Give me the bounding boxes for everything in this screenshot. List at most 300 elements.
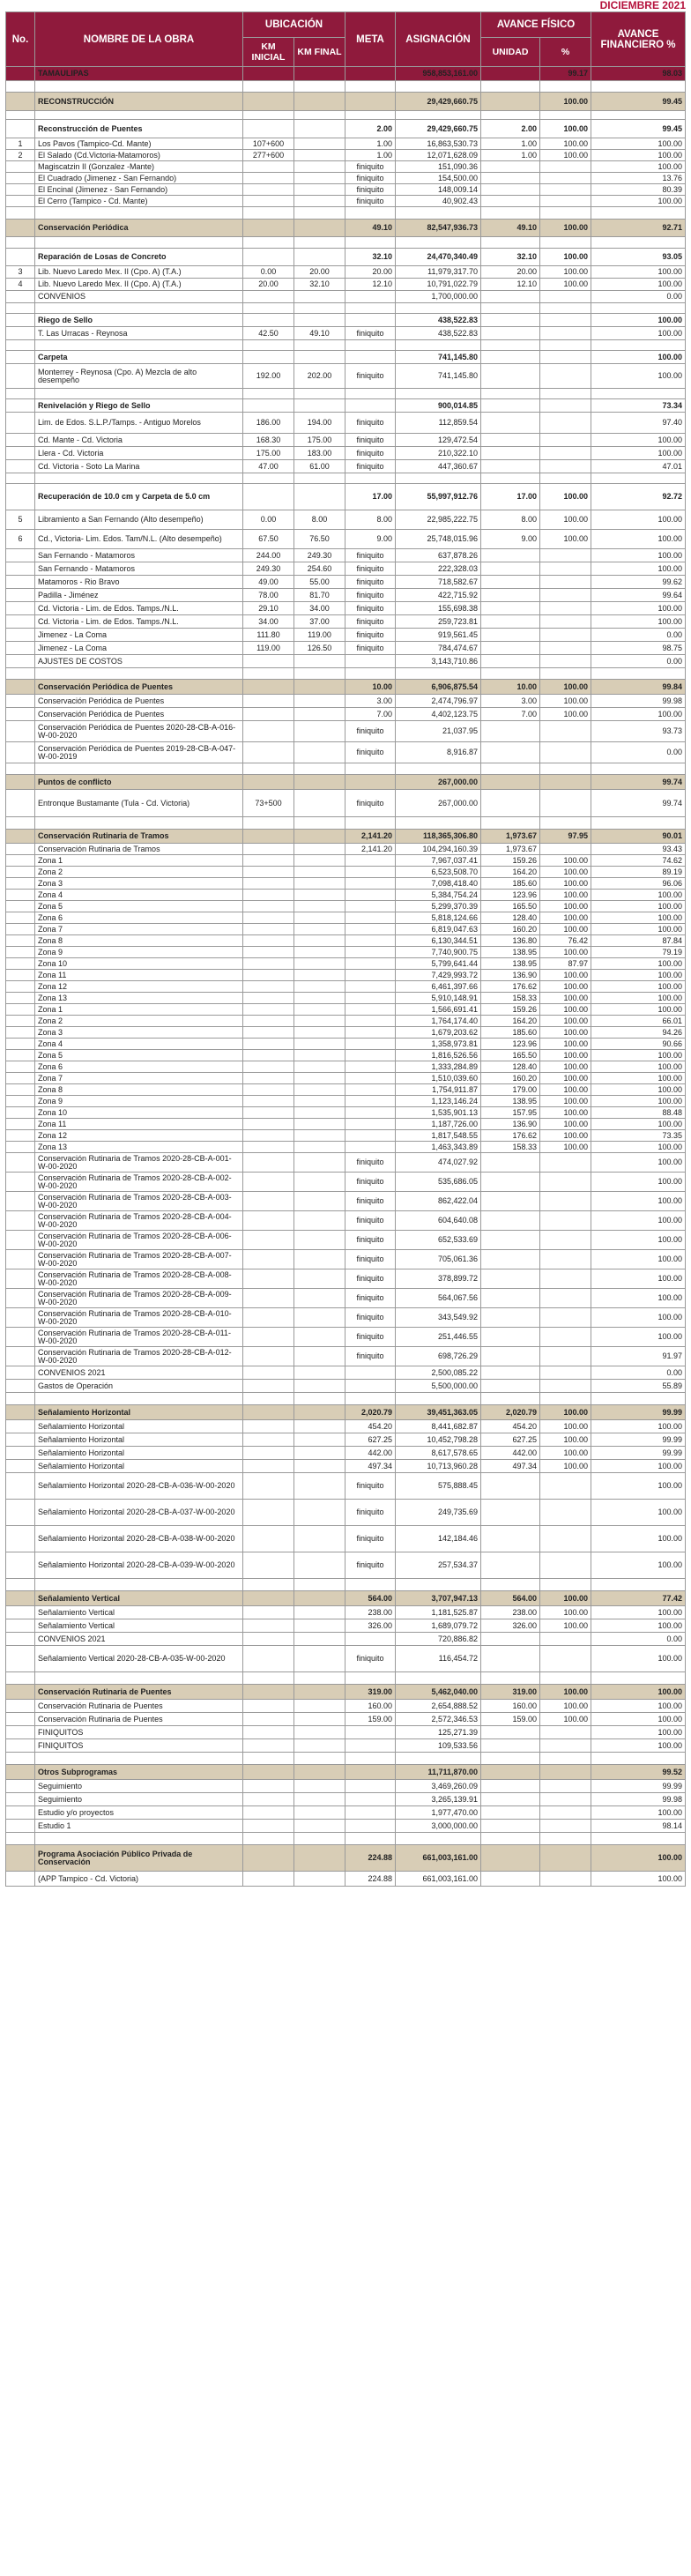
cell-pct bbox=[540, 576, 591, 589]
cell-km-final bbox=[294, 1366, 346, 1380]
cell-meta bbox=[346, 1107, 396, 1119]
cell-nombre: Zona 3 bbox=[35, 1027, 243, 1039]
cell-unidad bbox=[481, 1347, 540, 1366]
table-row bbox=[6, 1039, 686, 1050]
cell-km-final bbox=[294, 867, 346, 878]
col-km-inicial: KM INICIAL bbox=[243, 38, 294, 67]
cell-asignacion: 3,143,710.86 bbox=[396, 655, 481, 668]
cell-km-inicial bbox=[243, 1107, 294, 1119]
cell-pct bbox=[540, 1753, 591, 1765]
cell-nombre: Conservación Rutinaria de Puentes bbox=[35, 1685, 243, 1700]
cell-avance-financiero: 96.06 bbox=[591, 878, 686, 890]
table-row bbox=[6, 1633, 686, 1646]
cell-no bbox=[6, 1700, 35, 1713]
table-row bbox=[6, 291, 686, 303]
cell-unidad bbox=[481, 303, 540, 314]
cell-nombre: Señalamiento Horizontal 2020-28-CB-A-036-W-00-2020 bbox=[35, 1473, 243, 1500]
cell-km-final bbox=[294, 1231, 346, 1250]
cell-km-final bbox=[294, 668, 346, 680]
cell-asignacion: 2,500,085.22 bbox=[396, 1366, 481, 1380]
cell-km-inicial bbox=[243, 1700, 294, 1713]
cell-km-inicial: 249.30 bbox=[243, 562, 294, 576]
cell-unidad bbox=[481, 1833, 540, 1845]
cell-km-final bbox=[294, 1107, 346, 1119]
cell-km-final bbox=[294, 184, 346, 196]
cell-avance-financiero: 100.00 bbox=[591, 1713, 686, 1726]
spacer-row bbox=[6, 340, 686, 351]
table-row bbox=[6, 1806, 686, 1820]
cell-no bbox=[6, 615, 35, 629]
cell-unidad: 1.00 bbox=[481, 150, 540, 161]
cell-unidad bbox=[481, 196, 540, 207]
cell-km-final bbox=[294, 1806, 346, 1820]
cell-no bbox=[6, 708, 35, 721]
cell-avance-financiero: 100.00 bbox=[591, 1552, 686, 1579]
cell-no bbox=[6, 867, 35, 878]
cell-km-final bbox=[294, 1672, 346, 1685]
cell-pct bbox=[540, 1646, 591, 1672]
cell-meta: 564.00 bbox=[346, 1591, 396, 1606]
cell-pct bbox=[540, 111, 591, 120]
cell-nombre: Cd., Victoria- Lim. Edos. Tam/N.L. (Alto desempeño) bbox=[35, 530, 243, 549]
cell-km-final bbox=[294, 680, 346, 695]
cell-asignacion: 698,726.29 bbox=[396, 1347, 481, 1366]
cell-meta: 17.00 bbox=[346, 484, 396, 510]
cell-unidad bbox=[481, 655, 540, 668]
cell-pct: 100.00 bbox=[540, 1073, 591, 1084]
cell-pct: 100.00 bbox=[540, 878, 591, 890]
cell-km-inicial bbox=[243, 763, 294, 775]
cell-asignacion: 5,818,124.66 bbox=[396, 912, 481, 924]
cell-no bbox=[6, 790, 35, 817]
cell-avance-financiero: 100.00 bbox=[591, 1308, 686, 1328]
cell-no bbox=[6, 1619, 35, 1633]
cell-asignacion bbox=[396, 763, 481, 775]
cell-nombre: Zona 11 bbox=[35, 1119, 243, 1130]
cell-meta: 12.10 bbox=[346, 279, 396, 291]
cell-pct bbox=[540, 340, 591, 351]
cell-km-final bbox=[294, 1780, 346, 1793]
cell-unidad: 319.00 bbox=[481, 1685, 540, 1700]
cell-meta bbox=[346, 81, 396, 93]
cell-pct bbox=[540, 1780, 591, 1793]
cell-no bbox=[6, 1845, 35, 1872]
cell-unidad: 138.95 bbox=[481, 958, 540, 970]
cell-unidad bbox=[481, 1211, 540, 1231]
cell-avance-financiero bbox=[591, 303, 686, 314]
cell-pct: 100.00 bbox=[540, 1061, 591, 1073]
cell-unidad: 442.00 bbox=[481, 1447, 540, 1460]
table-row bbox=[6, 1016, 686, 1027]
cell-km-final bbox=[294, 1289, 346, 1308]
cell-no bbox=[6, 389, 35, 399]
cell-nombre: Señalamiento Horizontal 2020-28-CB-A-037-W-00-2020 bbox=[35, 1500, 243, 1526]
cell-nombre: Zona 6 bbox=[35, 912, 243, 924]
cell-nombre: Zona 13 bbox=[35, 993, 243, 1004]
cell-asignacion: 378,899.72 bbox=[396, 1269, 481, 1289]
cell-nombre: Reparación de Losas de Concreto bbox=[35, 249, 243, 266]
cell-asignacion: 1,358,973.81 bbox=[396, 1039, 481, 1050]
cell-pct: 100.00 bbox=[540, 1119, 591, 1130]
spacer-row bbox=[6, 207, 686, 220]
cell-meta: finiquito bbox=[346, 434, 396, 447]
cell-nombre: Los Pavos (Tampico-Cd. Mante) bbox=[35, 138, 243, 150]
cell-meta bbox=[346, 958, 396, 970]
cell-asignacion: 3,000,000.00 bbox=[396, 1820, 481, 1833]
cell-pct: 100.00 bbox=[540, 138, 591, 150]
cell-nombre: Cd. Victoria - Lim. de Edos. Tamps./N.L. bbox=[35, 615, 243, 629]
table-row bbox=[6, 138, 686, 150]
cell-km-inicial bbox=[243, 1173, 294, 1192]
cell-avance-financiero: 55.89 bbox=[591, 1380, 686, 1393]
cell-nombre: Zona 1 bbox=[35, 855, 243, 867]
cell-no bbox=[6, 67, 35, 81]
cell-km-final bbox=[294, 655, 346, 668]
cell-meta: finiquito bbox=[346, 1646, 396, 1672]
cell-unidad bbox=[481, 327, 540, 340]
cell-meta: 497.34 bbox=[346, 1460, 396, 1473]
cell-avance-financiero: 73.34 bbox=[591, 399, 686, 413]
cell-unidad: 157.95 bbox=[481, 1107, 540, 1119]
cell-unidad bbox=[481, 576, 540, 589]
cell-km-final: 254.60 bbox=[294, 562, 346, 576]
cell-unidad bbox=[481, 1753, 540, 1765]
cell-avance-financiero bbox=[591, 111, 686, 120]
cell-asignacion bbox=[396, 1833, 481, 1845]
cell-nombre bbox=[35, 1753, 243, 1765]
cell-unidad: 158.33 bbox=[481, 1142, 540, 1153]
cell-meta bbox=[346, 935, 396, 947]
cell-nombre: Zona 2 bbox=[35, 1016, 243, 1027]
cell-no bbox=[6, 1250, 35, 1269]
cell-pct: 100.00 bbox=[540, 1004, 591, 1016]
cell-avance-financiero: 100.00 bbox=[591, 1726, 686, 1739]
cell-km-inicial bbox=[243, 1765, 294, 1780]
cell-avance-financiero: 100.00 bbox=[591, 1211, 686, 1231]
cell-unidad: 165.50 bbox=[481, 1050, 540, 1061]
cell-km-inicial: 0.00 bbox=[243, 510, 294, 530]
cell-asignacion: 422,715.92 bbox=[396, 589, 481, 602]
cell-unidad bbox=[481, 1726, 540, 1739]
cell-meta: finiquito bbox=[346, 562, 396, 576]
cell-no bbox=[6, 629, 35, 642]
cell-nombre: Recuperación de 10.0 cm y Carpeta de 5.0 cm bbox=[35, 484, 243, 510]
cell-nombre bbox=[35, 817, 243, 830]
cell-km-inicial bbox=[243, 1433, 294, 1447]
cell-pct bbox=[540, 81, 591, 93]
section-row bbox=[6, 1591, 686, 1606]
cell-asignacion: 564,067.56 bbox=[396, 1289, 481, 1308]
cell-km-final bbox=[294, 1061, 346, 1073]
cell-nombre: Matamoros - Rio Bravo bbox=[35, 576, 243, 589]
cell-unidad bbox=[481, 1308, 540, 1328]
cell-asignacion: 604,640.08 bbox=[396, 1211, 481, 1231]
cell-km-inicial bbox=[243, 1142, 294, 1153]
cell-km-final bbox=[294, 1153, 346, 1173]
cell-asignacion: 3,265,139.91 bbox=[396, 1793, 481, 1806]
cell-km-final bbox=[294, 890, 346, 901]
cell-pct: 100.00 bbox=[540, 1096, 591, 1107]
cell-nombre bbox=[35, 237, 243, 249]
cell-avance-financiero: 100.00 bbox=[591, 530, 686, 549]
cell-no bbox=[6, 1646, 35, 1672]
cell-pct: 100.00 bbox=[540, 1700, 591, 1713]
table-row bbox=[6, 150, 686, 161]
table-row bbox=[6, 530, 686, 549]
cell-avance-financiero bbox=[591, 763, 686, 775]
cell-no bbox=[6, 1308, 35, 1328]
cell-meta: finiquito bbox=[346, 1552, 396, 1579]
cell-unidad bbox=[481, 615, 540, 629]
cell-avance-financiero: 100.00 bbox=[591, 549, 686, 562]
table-row bbox=[6, 1793, 686, 1806]
cell-avance-financiero bbox=[591, 1579, 686, 1591]
cell-km-inicial bbox=[243, 1027, 294, 1039]
cell-km-final bbox=[294, 830, 346, 844]
cell-nombre: Cd. Mante - Cd. Victoria bbox=[35, 434, 243, 447]
cell-nombre: Estudio y/o proyectos bbox=[35, 1806, 243, 1820]
cell-pct bbox=[540, 303, 591, 314]
cell-meta bbox=[346, 817, 396, 830]
cell-no bbox=[6, 1500, 35, 1526]
cell-no bbox=[6, 173, 35, 184]
spacer-row bbox=[6, 1753, 686, 1765]
cell-asignacion: 11,711,870.00 bbox=[396, 1765, 481, 1780]
cell-km-inicial bbox=[243, 314, 294, 327]
cell-avance-financiero: 100.00 bbox=[591, 924, 686, 935]
cell-pct bbox=[540, 1473, 591, 1500]
cell-km-inicial bbox=[243, 473, 294, 484]
cell-avance-financiero: 100.00 bbox=[591, 981, 686, 993]
cell-nombre: Conservación Rutinaria de Tramos 2020-28-CB-A-006-W-00-2020 bbox=[35, 1231, 243, 1250]
cell-km-inicial bbox=[243, 1713, 294, 1726]
cell-km-final bbox=[294, 993, 346, 1004]
cell-pct: 100.00 bbox=[540, 220, 591, 237]
cell-unidad bbox=[481, 473, 540, 484]
cell-avance-financiero: 100.00 bbox=[591, 314, 686, 327]
cell-pct: 100.00 bbox=[540, 1591, 591, 1606]
cell-pct bbox=[540, 196, 591, 207]
cell-pct bbox=[540, 642, 591, 655]
cell-no bbox=[6, 1806, 35, 1820]
cell-km-final bbox=[294, 708, 346, 721]
spacer-row bbox=[6, 1393, 686, 1405]
cell-nombre: Puntos de conflicto bbox=[35, 775, 243, 790]
cell-meta: 2,141.20 bbox=[346, 844, 396, 855]
cell-meta bbox=[346, 1027, 396, 1039]
cell-pct: 76.42 bbox=[540, 935, 591, 947]
cell-pct bbox=[540, 1393, 591, 1405]
cell-pct bbox=[540, 237, 591, 249]
cell-pct: 100.00 bbox=[540, 1016, 591, 1027]
cell-pct: 100.00 bbox=[540, 680, 591, 695]
cell-no bbox=[6, 855, 35, 867]
cell-avance-financiero: 100.00 bbox=[591, 993, 686, 1004]
cell-no bbox=[6, 364, 35, 389]
cell-no bbox=[6, 1096, 35, 1107]
cell-meta: 32.10 bbox=[346, 249, 396, 266]
cell-unidad bbox=[481, 237, 540, 249]
section-row bbox=[6, 1765, 686, 1780]
cell-no bbox=[6, 1685, 35, 1700]
subsection-row bbox=[6, 484, 686, 510]
cell-km-final bbox=[294, 389, 346, 399]
cell-asignacion: 1,333,284.89 bbox=[396, 1061, 481, 1073]
cell-no bbox=[6, 890, 35, 901]
cell-km-final bbox=[294, 1739, 346, 1753]
cell-km-inicial: 42.50 bbox=[243, 327, 294, 340]
cell-avance-financiero: 99.45 bbox=[591, 93, 686, 111]
cell-nombre bbox=[35, 389, 243, 399]
cell-unidad: 138.95 bbox=[481, 1096, 540, 1107]
cell-nombre: Señalamiento Horizontal bbox=[35, 1405, 243, 1420]
cell-asignacion: 12,071,628.09 bbox=[396, 150, 481, 161]
cell-asignacion: 1,463,343.89 bbox=[396, 1142, 481, 1153]
table-row bbox=[6, 1500, 686, 1526]
cell-pct bbox=[540, 434, 591, 447]
cell-nombre: Riego de Sello bbox=[35, 314, 243, 327]
cell-unidad: 8.00 bbox=[481, 510, 540, 530]
cell-asignacion: 112,859.54 bbox=[396, 413, 481, 434]
table-row bbox=[6, 721, 686, 742]
cell-unidad: 136.90 bbox=[481, 970, 540, 981]
cell-km-final bbox=[294, 817, 346, 830]
cell-pct bbox=[540, 399, 591, 413]
section-row bbox=[6, 680, 686, 695]
table-row bbox=[6, 1130, 686, 1142]
cell-avance-financiero: 74.62 bbox=[591, 855, 686, 867]
cell-avance-financiero bbox=[591, 389, 686, 399]
cell-avance-financiero: 0.00 bbox=[591, 1366, 686, 1380]
cell-unidad bbox=[481, 642, 540, 655]
cell-avance-financiero bbox=[591, 1753, 686, 1765]
cell-no bbox=[6, 207, 35, 220]
cell-unidad: 497.34 bbox=[481, 1460, 540, 1473]
cell-no bbox=[6, 1820, 35, 1833]
cell-km-final bbox=[294, 120, 346, 138]
cell-unidad bbox=[481, 67, 540, 81]
cell-meta: 7.00 bbox=[346, 708, 396, 721]
cell-pct bbox=[540, 1793, 591, 1806]
cell-pct bbox=[540, 1726, 591, 1739]
cell-nombre: Zona 7 bbox=[35, 1073, 243, 1084]
report-period: DICIEMBRE 2021 bbox=[599, 0, 686, 11]
cell-avance-financiero: 89.19 bbox=[591, 867, 686, 878]
cell-nombre: Zona 13 bbox=[35, 1142, 243, 1153]
cell-unidad: 17.00 bbox=[481, 484, 540, 510]
cell-unidad bbox=[481, 184, 540, 196]
cell-nombre: Conservación Rutinaria de Tramos 2020-28-CB-A-002-W-00-2020 bbox=[35, 1173, 243, 1192]
cell-asignacion: 11,979,317.70 bbox=[396, 266, 481, 279]
cell-unidad bbox=[481, 763, 540, 775]
cell-avance-financiero: 100.00 bbox=[591, 1700, 686, 1713]
cell-no bbox=[6, 958, 35, 970]
cell-km-inicial bbox=[243, 237, 294, 249]
cell-asignacion: 900,014.85 bbox=[396, 399, 481, 413]
cell-km-final bbox=[294, 1633, 346, 1646]
cell-km-final bbox=[294, 1591, 346, 1606]
cell-km-inicial bbox=[243, 1269, 294, 1289]
table-row bbox=[6, 161, 686, 173]
cell-meta bbox=[346, 901, 396, 912]
cell-pct: 87.97 bbox=[540, 958, 591, 970]
cell-no bbox=[6, 120, 35, 138]
cell-pct bbox=[540, 1211, 591, 1231]
cell-asignacion: 1,187,726.00 bbox=[396, 1119, 481, 1130]
cell-avance-financiero bbox=[591, 207, 686, 220]
cell-pct: 100.00 bbox=[540, 708, 591, 721]
cell-unidad bbox=[481, 775, 540, 790]
cell-avance-financiero: 100.00 bbox=[591, 1142, 686, 1153]
cell-asignacion bbox=[396, 303, 481, 314]
cell-unidad bbox=[481, 742, 540, 763]
spacer-row bbox=[6, 111, 686, 120]
cell-km-final bbox=[294, 790, 346, 817]
cell-meta bbox=[346, 878, 396, 890]
cell-km-final bbox=[294, 958, 346, 970]
table-row bbox=[6, 1250, 686, 1269]
cell-pct bbox=[540, 602, 591, 615]
table-row bbox=[6, 1231, 686, 1250]
cell-meta bbox=[346, 1119, 396, 1130]
cell-km-inicial bbox=[243, 1606, 294, 1619]
cell-unidad: 136.80 bbox=[481, 935, 540, 947]
cell-km-final bbox=[294, 1039, 346, 1050]
cell-nombre: Señalamiento Vertical 2020-28-CB-A-035-W-00-2020 bbox=[35, 1646, 243, 1672]
cell-asignacion: 21,037.95 bbox=[396, 721, 481, 742]
cell-meta bbox=[346, 775, 396, 790]
cell-no bbox=[6, 447, 35, 460]
table-row bbox=[6, 364, 686, 389]
cell-avance-financiero: 100.00 bbox=[591, 1153, 686, 1173]
cell-no bbox=[6, 434, 35, 447]
cell-asignacion: 6,461,397.66 bbox=[396, 981, 481, 993]
cell-pct: 100.00 bbox=[540, 279, 591, 291]
table-row bbox=[6, 790, 686, 817]
spacer-row bbox=[6, 237, 686, 249]
table-row bbox=[6, 1380, 686, 1393]
cell-km-final bbox=[294, 947, 346, 958]
cell-unidad: 49.10 bbox=[481, 220, 540, 237]
table-row bbox=[6, 629, 686, 642]
cell-no bbox=[6, 1328, 35, 1347]
cell-km-inicial: 78.00 bbox=[243, 589, 294, 602]
subsection-row bbox=[6, 249, 686, 266]
cell-km-inicial bbox=[243, 970, 294, 981]
cell-asignacion: 1,123,146.24 bbox=[396, 1096, 481, 1107]
cell-meta bbox=[346, 981, 396, 993]
cell-no bbox=[6, 1027, 35, 1039]
cell-asignacion: 5,799,641.44 bbox=[396, 958, 481, 970]
cell-pct: 100.00 bbox=[540, 1405, 591, 1420]
cell-km-inicial bbox=[243, 1231, 294, 1250]
cell-nombre: Señalamiento Horizontal 2020-28-CB-A-038-W-00-2020 bbox=[35, 1526, 243, 1552]
cell-unidad: 128.40 bbox=[481, 912, 540, 924]
cell-asignacion bbox=[396, 473, 481, 484]
cell-nombre: Zona 7 bbox=[35, 924, 243, 935]
cell-no bbox=[6, 1366, 35, 1380]
table-row bbox=[6, 878, 686, 890]
cell-asignacion bbox=[396, 668, 481, 680]
cell-km-inicial bbox=[243, 947, 294, 958]
col-asignacion: ASIGNACIÓN bbox=[396, 12, 481, 67]
spacer-row bbox=[6, 763, 686, 775]
cell-avance-financiero bbox=[591, 237, 686, 249]
spacer-row bbox=[6, 389, 686, 399]
cell-nombre: Conservación Periódica de Puentes bbox=[35, 680, 243, 695]
cell-km-inicial: 20.00 bbox=[243, 279, 294, 291]
cell-nombre: El Cerro (Tampico - Cd. Mante) bbox=[35, 196, 243, 207]
